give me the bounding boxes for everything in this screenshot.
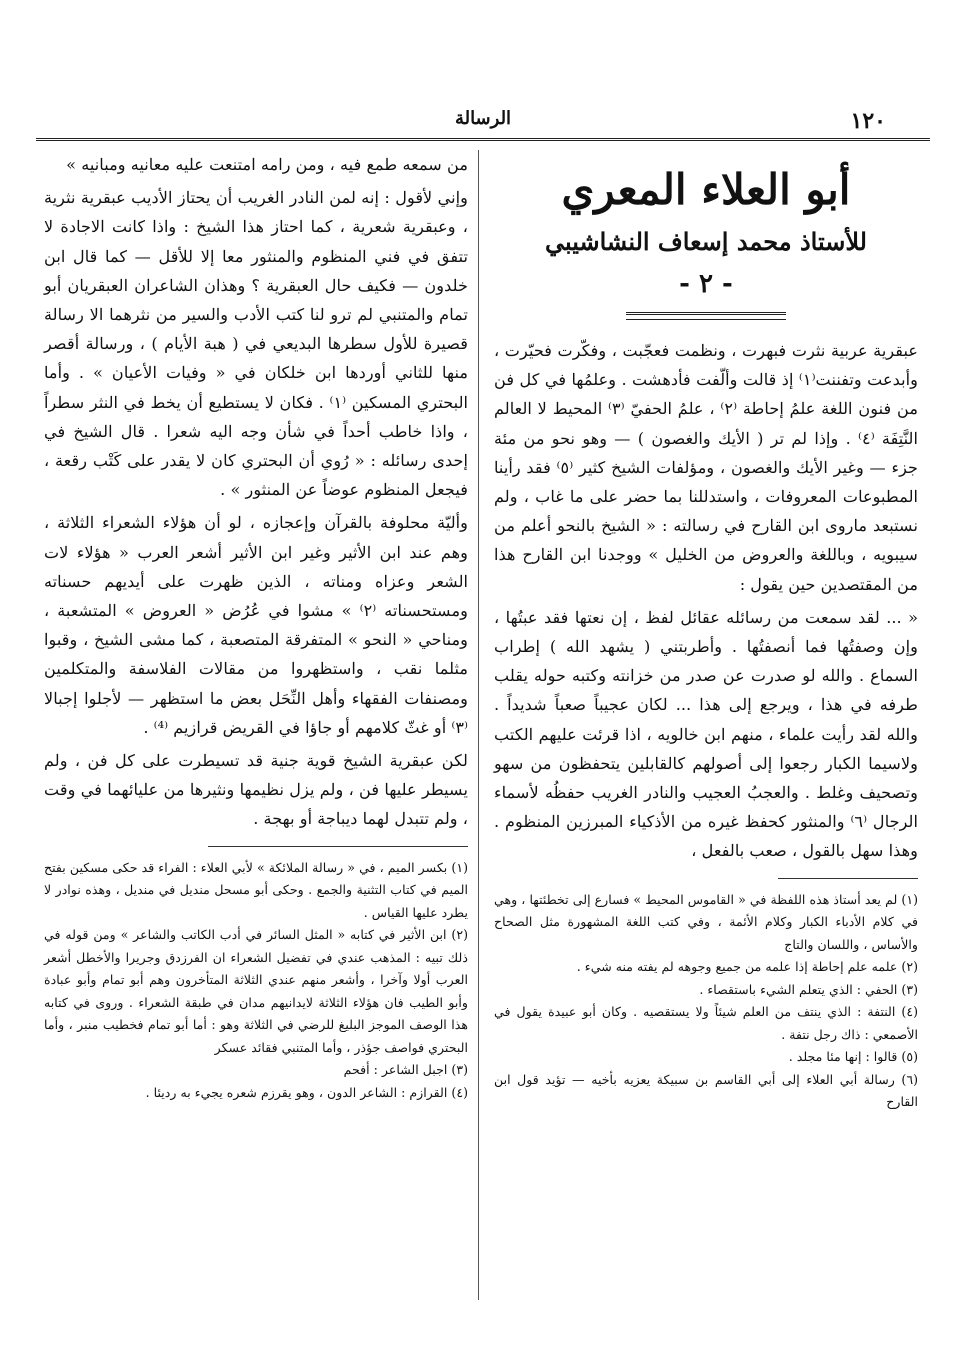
footnote: (١) لم يعد أستاذ هذه اللفظة في « القاموس المحيط » فسارع إلى تخطئتها ، وهي في كلام الأدباء الكبار وكلام الأئمة ، وفي كتب اللغة المشهورة مثل الصحاح والأساس ، واللسان والتاج: [494, 891, 918, 952]
footnote: (٥) قالوا : إنها مئا مجلد .: [788, 1049, 918, 1065]
footnote: (٤) النتفة : الذي ينتف من العلم شيئاً ولا يستقصيه . وكان أبو عبيدة يقول في الأصمعي : ذاك رجل نتفة .: [494, 1004, 918, 1042]
column-divider: [478, 150, 479, 1300]
right-column: [494, 150, 918, 1114]
paragraph: من سمعه طمع فيه ، ومن رامه امتنعت عليه معانيه ومبانيه »: [66, 155, 468, 174]
article-author: للأستاذ محمد إسعاف النشاشيبي: [545, 227, 867, 256]
footnote: (١) بكسر الميم ، في « رسالة الملائكة » لأبي العلاء : الفراء قد حكى مسكين بفتح الميم في كتاب التثنية والجمع . وحكى أبو مسحل منديل في منديل ، وهذه نوادر لا يطرد عليها القياس .: [44, 859, 468, 920]
page-header: [40, 108, 926, 138]
paragraph: لكن عبقرية الشيخ قوية جنية قد تسيطرت على كل فن ، ولم يسيطر عليها فن ، ولم يزل نظيمها ونثيرها من عليائهما في وقت ، ولم تتبدل لهما ديباجة أو بهجة .: [44, 751, 468, 829]
running-title: الرسالة: [454, 108, 512, 129]
page-number: ١٢٠: [850, 108, 886, 134]
title-ornament-rule: [626, 312, 786, 320]
footnote: (٦) رسالة أبي العلاء إلى أبي القاسم بن سبيكة يعزيه بأخيه — تؤيد قول ابن القارح: [494, 1071, 918, 1110]
footnote-rule: [208, 846, 468, 847]
left-column: [44, 150, 468, 1104]
footnote: (٣) اجبل الشاعر : أفحم: [343, 1062, 468, 1078]
paragraph: « ... لقد سمعت من رسائله عقائل لفظ ، إن نعتها فقد عبتُها ، وإن وصفتُها فما أنصفتُها . وأطربتني ( يشهد الله ) إطراب السماع . والله لو صدرت عن صدر من خزانته وكتبه حوله يقلب طرفه في هذا ، ويرجع إلى هذا ... لكان عجيباً صعباً شديداً . والله لقد رأيت علماء ، منهم ابن خالويه ، اذا قرئت عليهم الكتب ولاسيما الكبار رجعوا إلى أصولهم كالقابلين يتحفظون من سهو وتصحيف وغلط . والعجبُ العجيب والنادر الغريب حفظُه لأسماء الرجال ⁽٦⁾ والمنثور كحفظ غيره من الأذكياء المبرزين المنظوم . وهذا سهل بالقول ، صعب بالفعل ،: [494, 607, 918, 861]
footnote: (٣) الحفي : الذي يتعلم الشيء باستقصاء .: [699, 981, 918, 997]
article-part: - ٢ -: [679, 269, 733, 299]
footnote: (٤) القرازم : الشاعر الدون ، وهو يقرزم شعره يجيء به رديئا .: [145, 1084, 468, 1100]
paragraph: عبقرية عربية نثرت فبهرت ، ونظمت فعجّبت ، وفكّرت فحيّرت ، وأبدعت وتفننت⁽١⁾ إذ قالت وألّفت فأدهشت . وعلمُها في كل فن من فنون اللغة علمُ إحاطة ⁽٢⁾ ، علمُ الحفيّ ⁽٣⁾ المحيط لا العالم النَّتِفَة ⁽٤⁾ . وإذا لم تر ( الأيك والغصون ) — وهو نحو من مئة جزء — وغير الأيك والغصون ، ومؤلفات الشيخ كثير ⁽٥⁾ فقد رأينا المطبوعات المعروفات ، واستدللنا بما حضر على ما غاب ، ولم نستبعد ماروى ابن القارح في رسالته : « الشيخ بالنحو أعلم من سيبويه ، وباللغة والعروض من الخليل » ووجدنا ابن القارح هذا من المقتصدين حين يقول :: [494, 341, 919, 594]
article-title: أبو العلاء المعري: [561, 165, 851, 214]
header-rule: [36, 138, 930, 141]
paragraph: وإني لأقول : إنه لمن النادر الغريب أن يحتاز الأديب عبقرية نثرية ، وعبقرية شعرية ، كما احتاز هذا الشيخ : واذا كانت الاجادة لا تتفق في فني المنظوم والمنثور معا إلا للأقل — كما قال ابن خلدون — فكيف حال العبقرية ؟ وهذان الشاعران العبقريان أبو تمام والمتنبي لم ترو لنا كتب الأدب والسير من نثرهما الا رسالة قصيرة للأول سطرها البديعي في ( هبة الأيام ) ، ورسالة أقصر منها للثاني أوردها ابن خلكان في « وفيات الأعيان » . وأما البحتري المسكين ⁽١⁾ . فكان لا يستطيع أن يخط في النثر سطراً ، واذا خاطب أحداً في شأن وجه اليه شعرا . قال الشيخ في إحدى رسائله : « رُوي أن البحتري كان لا يقدر على كَتْب رقعة ، فيجعل المنظوم عوضاً عن المنثور » .: [44, 188, 468, 500]
paragraph: وأليّة محلوفة بالقرآن وإعجازه ، لو أن هؤلاء الشعراء الثلاثة ، وهم عند ابن الأثير وغير ابن الأثير أشعر العرب « هؤلاء لات الشعر وعزاه ومناته ، الذين ظهرت على أيديهم حسناته ومستحسناته ⁽٢⁾ » مشوا في عُرُض « العروض » المتشعبة ، ومناحي « النحو » المتفرقة المتصعبة ، كما مشى الشيخ ، وقبوا مثلما نقب ، واستظهروا من مقالات الفلاسفة والمتكلمين ومصنفات الفقهاء وأهل النِّحَل بعض ما استظهر — لأجلوا إجبالا ⁽٣⁾ أو غثّ كلامهم أو جاؤا في القريض قرازيم ⁽⁴⁾ .: [44, 513, 468, 737]
footnote: (٢) ابن الأثير في كتابه « المثل السائر في أدب الكاتب والشاعر » ومن قوله في ذلك تبيه : المذهب عندي في تفضيل الشعراء ان الفرزدق وجريرا والأخطل أشعر العرب أولا وآخرا ، وأشعر منهم عندي الثلاثة المتأخرون وهم أبو تمام وأبو عبادة وأبو الطيب فان هؤلاء الثلاثة لايدانيهم مدان في طبقة الشعراء . وروى في كتابه هذا الوصف الموجز البليغ للرضي في الثلاثة وهو : أما أبو تمام فخطيب منبر ، وأما البحتري فواصف جؤذر ، وأما المتنبي فقائد عسكر: [44, 927, 468, 1055]
footnote: (٢) علمه علم إحاطة إذا علمه من جميع وجوهه لم يفته منه شيء .: [576, 959, 918, 975]
footnote-rule: [778, 878, 918, 879]
